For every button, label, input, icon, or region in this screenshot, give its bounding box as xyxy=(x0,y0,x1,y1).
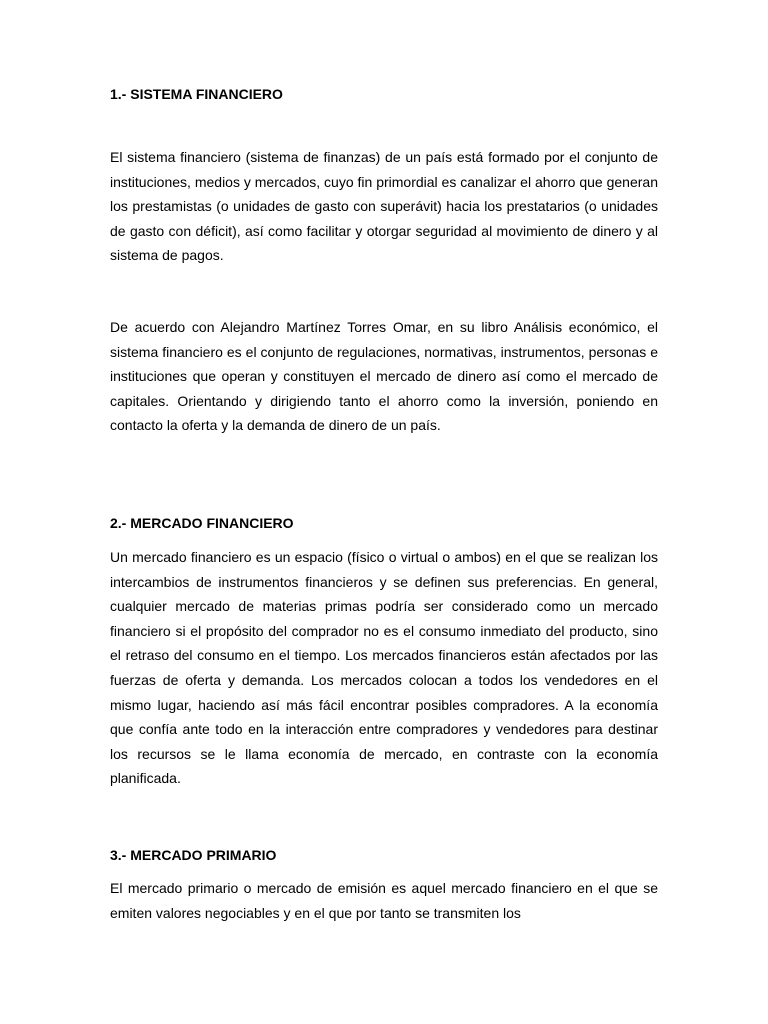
section-heading-mercado-primario: 3.- MERCADO PRIMARIO xyxy=(110,847,277,863)
paragraph-mercado-financiero: Un mercado financiero es un espacio (físico o virtual o ambos) en el que se realizan los intercambios de instrumentos financieros y se definen sus preferencias. En general, cualquier mercado de materias primas podría ser considerado como un mercado financiero si el propósito del comprador no es el consumo inmediato del producto, sino el retraso del consumo en el tiempo. Los mercados financieros están afectados por las fuerzas de oferta y demanda. Los mercados colocan a todos los vendedores en el mismo lugar, haciendo así más fácil encontrar posibles compradores. A la economía que confía ante todo en la interacción entre compradores y vendedores para destinar los recursos se le llama economía de mercado, en contraste con la economía planificada. xyxy=(110,549,658,787)
section-heading-mercado-financiero: 2.- MERCADO FINANCIERO xyxy=(110,515,294,531)
paragraph-sistema-financiero-definition: El sistema financiero (sistema de finanzas) de un país está formado por el conjunto de instituciones, medios y mercados, cuyo fin primordial es canalizar el ahorro que generan los prestamistas (o unidades de gasto con superávit) hacia los prestatarios (o unidades de gasto con déficit), así como facilitar y otorgar seguridad al movimiento de dinero y al sistema de pagos. xyxy=(110,149,658,264)
document-page xyxy=(110,0,658,1024)
paragraph-mercado-primario: El mercado primario o mercado de emisión es aquel mercado financiero en el que se emiten valores negociables y en el que por tanto se transmiten los xyxy=(110,880,658,921)
section-heading-sistema-financiero: 1.- SISTEMA FINANCIERO xyxy=(110,86,283,102)
paragraph-sistema-financiero-martinez: De acuerdo con Alejandro Martínez Torres Omar, en su libro Análisis económico, el sistema financiero es el conjunto de regulaciones, normativas, instrumentos, personas e instituciones que operan y constituyen el mercado de dinero así como el mercado de capitales. Orientando y dirigiendo tanto el ahorro como la inversión, poniendo en contacto la oferta y la demanda de dinero de un país. xyxy=(110,319,658,434)
